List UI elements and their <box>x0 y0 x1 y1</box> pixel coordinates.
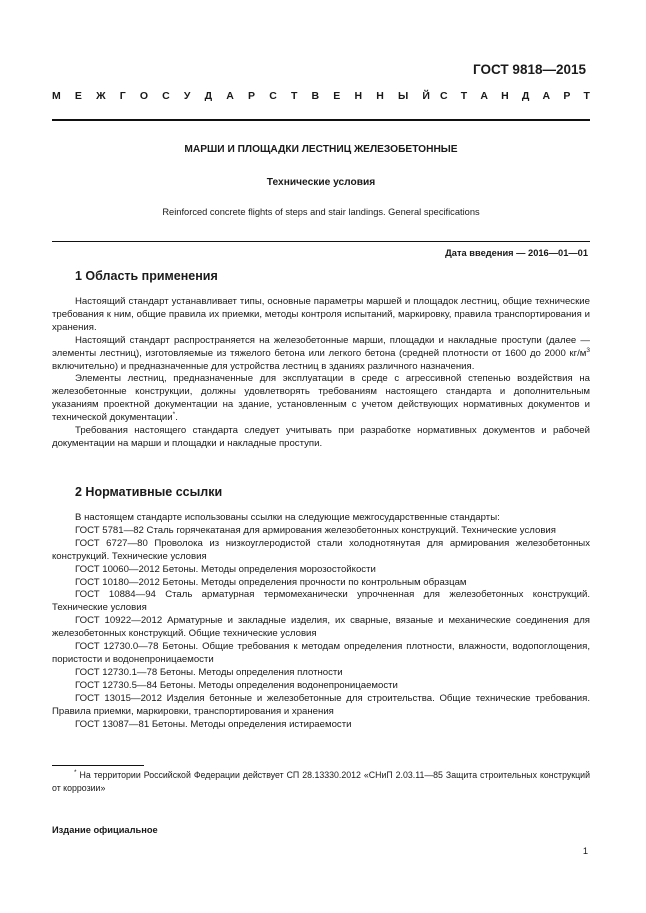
english-title: Reinforced concrete flights of steps and stair landings. General specifications <box>162 207 480 217</box>
reference-item: ГОСТ 13087—81 Бетоны. Методы определения истираемости <box>75 718 352 730</box>
introduction-date: Дата введения — 2016—01—01 <box>445 248 588 258</box>
paragraph-text: включительно) и предназначенные для устройства лестниц в зданиях различного назначения. <box>52 360 475 372</box>
banner-letter: Е <box>333 90 341 102</box>
banner-letter: О <box>139 90 149 102</box>
banner-letter: М <box>52 90 61 102</box>
document-title: МАРШИ И ПЛОЩАДКИ ЛЕСТНИЦ ЖЕЛЕЗОБЕТОННЫЕ <box>184 144 458 155</box>
reference-item: ГОСТ 12730.1—78 Бетоны. Методы определения плотности <box>75 666 343 678</box>
banner-letter: Е <box>74 90 82 102</box>
reference-item: ГОСТ 10922—2012 Арматурные и закладные изделия, их сварные, вязаные и механические соединения для железобетонных конструкций. Общие технические условия <box>52 615 590 640</box>
banner-letter: А <box>480 90 488 102</box>
edition-label: Издание официальное <box>52 825 158 835</box>
banner-letter: С <box>162 90 170 102</box>
section-2-body <box>52 512 590 731</box>
section-1-body <box>52 296 590 451</box>
banner-letter: В <box>311 90 320 102</box>
banner-letter: Н <box>376 90 384 102</box>
paragraph-text: Элементы лестниц, предназначенные для эксплуатации в среде с агрессивной степенью воздействия на железобетонные конструкции, должны удовлетворять требованиям настоящего стандарта и дополнительным указаниям проектной документации на здание, установленным с учетом действующих нормативных документов и технической документации <box>52 373 590 424</box>
superscript: 3 <box>586 346 590 354</box>
footnote-marker[interactable]: * <box>172 410 176 418</box>
section-2-heading: 2 Нормативные ссылки <box>75 485 223 499</box>
banner-letter: Н <box>354 90 363 102</box>
banner-letter: Т <box>290 90 298 102</box>
banner-letter: Т <box>460 90 468 102</box>
title-divider <box>52 241 590 242</box>
banner-letter: Н <box>501 90 509 102</box>
paragraph <box>52 335 590 374</box>
paragraph: Настоящий стандарт устанавливает типы, основные параметры маршей и площадок лестниц, общие технические требования к ним, общие правила их приемки, методы контроля испытаний, маркировку, правила транспортирования и хранения. <box>52 296 590 333</box>
footnote-text: На территории Российской Федерации действует СП 28.13330.2012 «СНиП 2.03.11—85 Защита строительных конструкций от коррозии» <box>52 770 590 793</box>
banner-letter: Р <box>563 90 571 102</box>
section-1-heading: 1 Область применения <box>75 269 218 283</box>
banner-letter: Й <box>422 90 430 102</box>
paragraph-text: . <box>175 412 178 424</box>
document-subtitle: Технические условия <box>266 177 376 188</box>
banner-letter: Р <box>248 90 256 102</box>
banner-letter: Д <box>204 90 213 102</box>
footnote-marker: * <box>74 769 77 777</box>
standard-number: ГОСТ 9818—2015 <box>473 62 586 77</box>
banner-letter: У <box>183 90 191 102</box>
reference-item: ГОСТ 12730.5—84 Бетоны. Методы определения водонепроницаемости <box>75 679 398 691</box>
interstate-standard-banner <box>52 90 590 102</box>
banner-letter: С <box>440 90 448 102</box>
page-number: 1 <box>582 846 588 856</box>
banner-word-standard <box>440 90 590 102</box>
footnote-divider <box>52 765 144 766</box>
reference-item: ГОСТ 6727—80 Проволока из низкоуглеродистой стали холоднотянутая для армирования железобетонных конструкций. Технические условия <box>52 537 590 562</box>
paragraph <box>52 373 590 425</box>
banner-letter: А <box>226 90 234 102</box>
reference-item: ГОСТ 10180—2012 Бетоны. Методы определения прочности по контрольным образцам <box>75 576 467 588</box>
footnote <box>52 769 590 795</box>
reference-item: ГОСТ 12730.0—78 Бетоны. Общие требования к методам определения плотности, влажности, водопоглощения, пористости и водонепроницаемости <box>52 641 590 665</box>
banner-letter: Т <box>583 90 590 102</box>
reference-item: ГОСТ 10884—94 Сталь арматурная термомеханически упрочненная для железобетонных конструкций. Технические условия <box>52 589 590 614</box>
banner-letter: Д <box>521 90 530 102</box>
banner-word-interstate <box>52 90 430 102</box>
banner-letter: Ж <box>96 90 106 102</box>
banner-letter: Г <box>119 90 126 102</box>
reference-intro: В настоящем стандарте использованы ссылки на следующие межгосударственные стандарты: <box>75 512 500 523</box>
paragraph-text: Настоящий стандарт распространяется на железобетонные марши, площадки и накладные проступи (далее — элементы лестниц), изготовляемые из тяжелого бетона или легкого бетона (средней плотности от 1600 до 2000 кг/м <box>52 334 590 359</box>
reference-item: ГОСТ 13015—2012 Изделия бетонные и железобетонные для строительства. Общие технические требования. Правила приемки, маркировки, транспортирования и хранения <box>52 692 590 717</box>
banner-letter: Ы <box>397 90 409 102</box>
banner-letter: А <box>542 90 551 102</box>
banner-letter: С <box>269 90 277 102</box>
reference-item: ГОСТ 10060—2012 Бетоны. Методы определения морозостойкости <box>75 563 376 575</box>
reference-item: ГОСТ 5781—82 Сталь горячекатаная для армирования железобетонных конструкций. Технические условия <box>75 524 556 536</box>
header-divider <box>52 119 590 121</box>
paragraph: Требования настоящего стандарта следует учитывать при разработке нормативных документов и рабочей документации на марши и площадки и накладные проступи. <box>52 425 590 449</box>
